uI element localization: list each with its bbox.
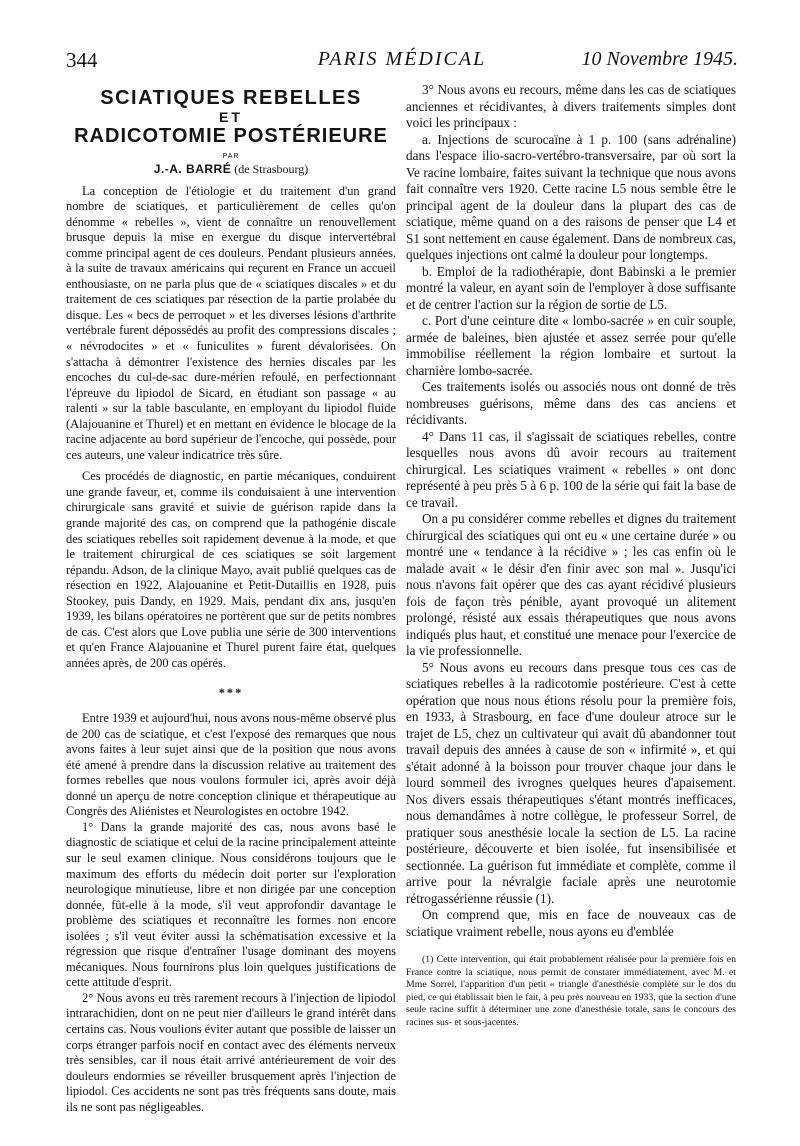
paragraph: Ces procédés de diagnostic, en partie mécaniques, conduirent une grande faveur, et, comme ils conduisaient à une intervention chirurgicale sans gravité et suivie de guérison rapide dans la grande majorité des cas, on comprend que la pathogénie discale des sciatiques rebelles soit rapidement devenue à la mode, et que le traitement chirurgical de ces sciatiques se soit largement répandu. Adson, de la clinique Mayo, avait publié quelques cas de résection en 1922, Alajouanine et Petit-Dutaillis en 1928, puis Stookey, puis Dandy, en 1929. Mais, pendant dix ans, jusqu'en 1939, les bilans opératoires ne portèrent que sur de petits nombres de cas. C'est alors que Love publia une série de 300 interventions et qu'en France Alajouanine et Thurel purent faire état, quelques années après, de 200 cas opérés. [66,469,396,670]
paragraph: On a pu considérer comme rebelles et dignes du traitement chirurgical des sciatiques qui ont eu « une certaine durée » ou montré une « tendance à la récidive » ; les cas enfin où le malade avait « le désir d'en finir avec son mal ». Jusqu'ici nous n'avons fait opérer que des cas ayant récidivé plusieurs fois de façon très pénible, ayant provoqué un alitement prolongé, résisté aux essais thérapeutiques que nous avons indiqués plus haut, et constitué une menace pour l'exercice de la vie professionnelle. [406,511,736,658]
article-title-line-3: RADICOTOMIE POSTÉRIEURE [74,125,388,147]
journal-title: PARIS MÉDICAL [317,48,487,70]
paragraph: On comprend que, mis en face de nouveaux cas de sciatique vraiment rebelle, nous ayons eu d'emblée [406,907,736,939]
paragraph: b. Emploi de la radiothérapie, dont Babinski a le premier montré la valeur, en ayant soin de l'employer à dose suffisante et de centrer l'action sur la région de sortie de L5. [406,263,736,312]
left-column [66,82,396,1115]
byline-par: PAR [222,153,240,160]
paragraph: 4° Dans 11 cas, il s'agissait de sciatiques rebelles, contre lesquelles nous avons dû avoir recours au traitement chirurgical. Les sciatiques vraiment « rebelles » ont donc représenté à peu près 5 à 6 p. 100 de la série qui fait la base de ce travail. [406,428,736,510]
paragraph: La conception de l'étiologie et du traitement d'un grand nombre de sciatiques, et particulièrement de celles qu'on dénomme « rebelles », vient de connaître un renouvellement brusque depuis la mise en exergue du disque intervertébral comme principal agent de ces douleurs. Pendant plusieurs années, à la suite de travaux américains qui reçurent en France un accueil enthousiaste, on ne parla plus que de « sciatiques discales » et du traitement de ces sciatiques par résection de la partie prolabée du disque. Les « becs de perroquet » et les diverses lésions d'arthrite vertébrale furent dépossédés au profit des compressions discales ; « névrodocites » et « funiculites » furent dévalorisées. On s'attacha à démontrer l'existence des hernies discales par les encoches du cul-de-sac dure-mérien refoulé, en perfectionnant l'épreuve du lipiodol de Sicard, en étudiant son passage « au ralenti » sur la table basculante, en employant du lipiodol fluide (Alajouanine et Thurel) et en mettant en évidence le blocage de la racine adjacente au bord supérieur de l'encoche, qui possède, pour ces auteurs, une valeur indicatrice très sûre. [66,183,396,462]
paragraph: 5° Nous avons eu recours dans presque tous ces cas de sciatiques rebelles à la radicotomie postérieure. C'est à cette opération que nous nous étions résolu pour la première fois, en 1933, à Strasbourg, en face d'une douleur atroce sur le trajet de L5, chez un cultivateur qui avait dû abandonner tout travail depuis des années à cause de son « infirmité », et qui s'était adonné à la boisson pour trouver chaque jour dans le lourd sommeil des ivrognes quelques heures d'apaisement. Nos divers essais thérapeutiques s'étant montrés inefficaces, nous demandâmes à notre collègue, le professeur Sorrel, de pratiquer sous anesthésie locale la section de L5. La racine postérieure, découverte et bien isolée, fut insensibilisée et sectionnée. La guérison fut immédiate et complète, comme il arrive pour la névralgie faciale après une neurotomie rétrogassérienne réussie (1). [406,659,736,906]
paragraph: 3° Nous avons eu recours, même dans les cas de sciatiques anciennes et récidivantes, à divers traitements simples dont voici les principaux : [406,82,736,130]
issue-date: 10 Novembre 1945. [581,48,738,70]
paragraph: Entre 1939 et aujourd'hui, nous avons nous-même observé plus de 200 cas de sciatique, et c'est l'exposé des remarques que nous avons faites à leur sujet ainsi que de la position que nous avons été amené à prendre dans la discussion relative au traitement des formes rebelles que nous voulons formuler ici, après avoir déjà donné un aperçu de notre conception clinique et thérapeutique au Congrès des Aliénistes et Neurologistes en octobre 1942. [66,711,396,819]
paragraph: c. Port d'une ceinture dite « lombo-sacrée » en cuir souple, armée de baleines, bien ajustée et assez serrée pour qu'elle immobilise réellement la région lombaire et surtout la charnière lombo-sacrée. [406,313,736,378]
paragraph: a. Injections de scurocaïne à 1 p. 100 (sans adrénaline) dans l'espace ilio-sacro-vertébro-transversaire, par où sort la Ve racine lombaire, faites suivant la technique que nous avons fait connaître vers 1920. Cette racine L5 nous semble être le principal agent de la douleur dans la plupart des cas de sciatique, même quand on a des raisons de penser que L4 et S1 sont nettement en cause également. Dans de nombreux cas, quelques injections ont calmé la douleur pour longtemps. [406,131,736,262]
author-name: J.-A. BARRÉ [153,162,232,176]
article-title-line-2: ET [219,109,243,125]
footnote: (1) Cette intervention, qui était probablement réalisée pour la première fois en France contre la sciatique, nous permit de constater immédiatement, avec M. et Mme Sorrel, l'apparition d'un petit « triangle d'anesthésie complète sur le dos du pied, ce qui établissait bien le fait, à peu près nouveau en 1933, que la section d'une seule racine suffit à déterminer une zone d'anesthésie totale, sans le concours des racines sus- et sous-jacentes. [406,954,736,1028]
article-title-line-1: SCIATIQUES REBELLES [100,87,362,109]
paragraph: 1° Dans la grande majorité des cas, nous avons basé le diagnostic de sciatique et celui de la racine principalement atteinte sur le seul examen clinique. Nous considérons toujours que le maximum des efforts du médecin doit porter sur l'exploration neurologique minutieuse, libre et non dirigée par une conception donnée, fût-elle à la mode, s'il veut approfondir davantage le problème des sciatiques et reconnaître les formes non encore isolées ; s'il veut éviter aussi la schématisation excessive et la régression que risque d'entraîner l'usage dominant des moyens mécaniques. Nous fournirons plus loin quelques justifications de cette attitude d'esprit. [66,819,396,990]
author-line [66,162,396,178]
section-separator: *** [218,685,244,700]
running-header [66,48,738,74]
page-number: 344 [66,48,98,72]
right-column [406,82,736,1029]
author-affiliation: (de Strasbourg) [234,162,309,176]
paragraph: Ces traitements isolés ou associés nous ont donné de très nombreuses guérisons, même dans des cas anciens et récidivants. [406,379,736,427]
paragraph: 2° Nous avons eu très rarement recours à l'injection de lipiodol intrarachidien, dont on ne peut nier d'ailleurs le grand intérêt dans certains cas. Nous voulions éviter autant que possible de laisser un corps étranger parfois nocif en contact avec des éléments nerveux très sensibles, car il nous était arrivé antérieurement de voir des douleurs endormies se réveiller brusquement après l'injection de lipiodol. Ces accidents ne sont pas très fréquents sans doute, mais ils ne sont pas négligeables. [66,990,396,1114]
